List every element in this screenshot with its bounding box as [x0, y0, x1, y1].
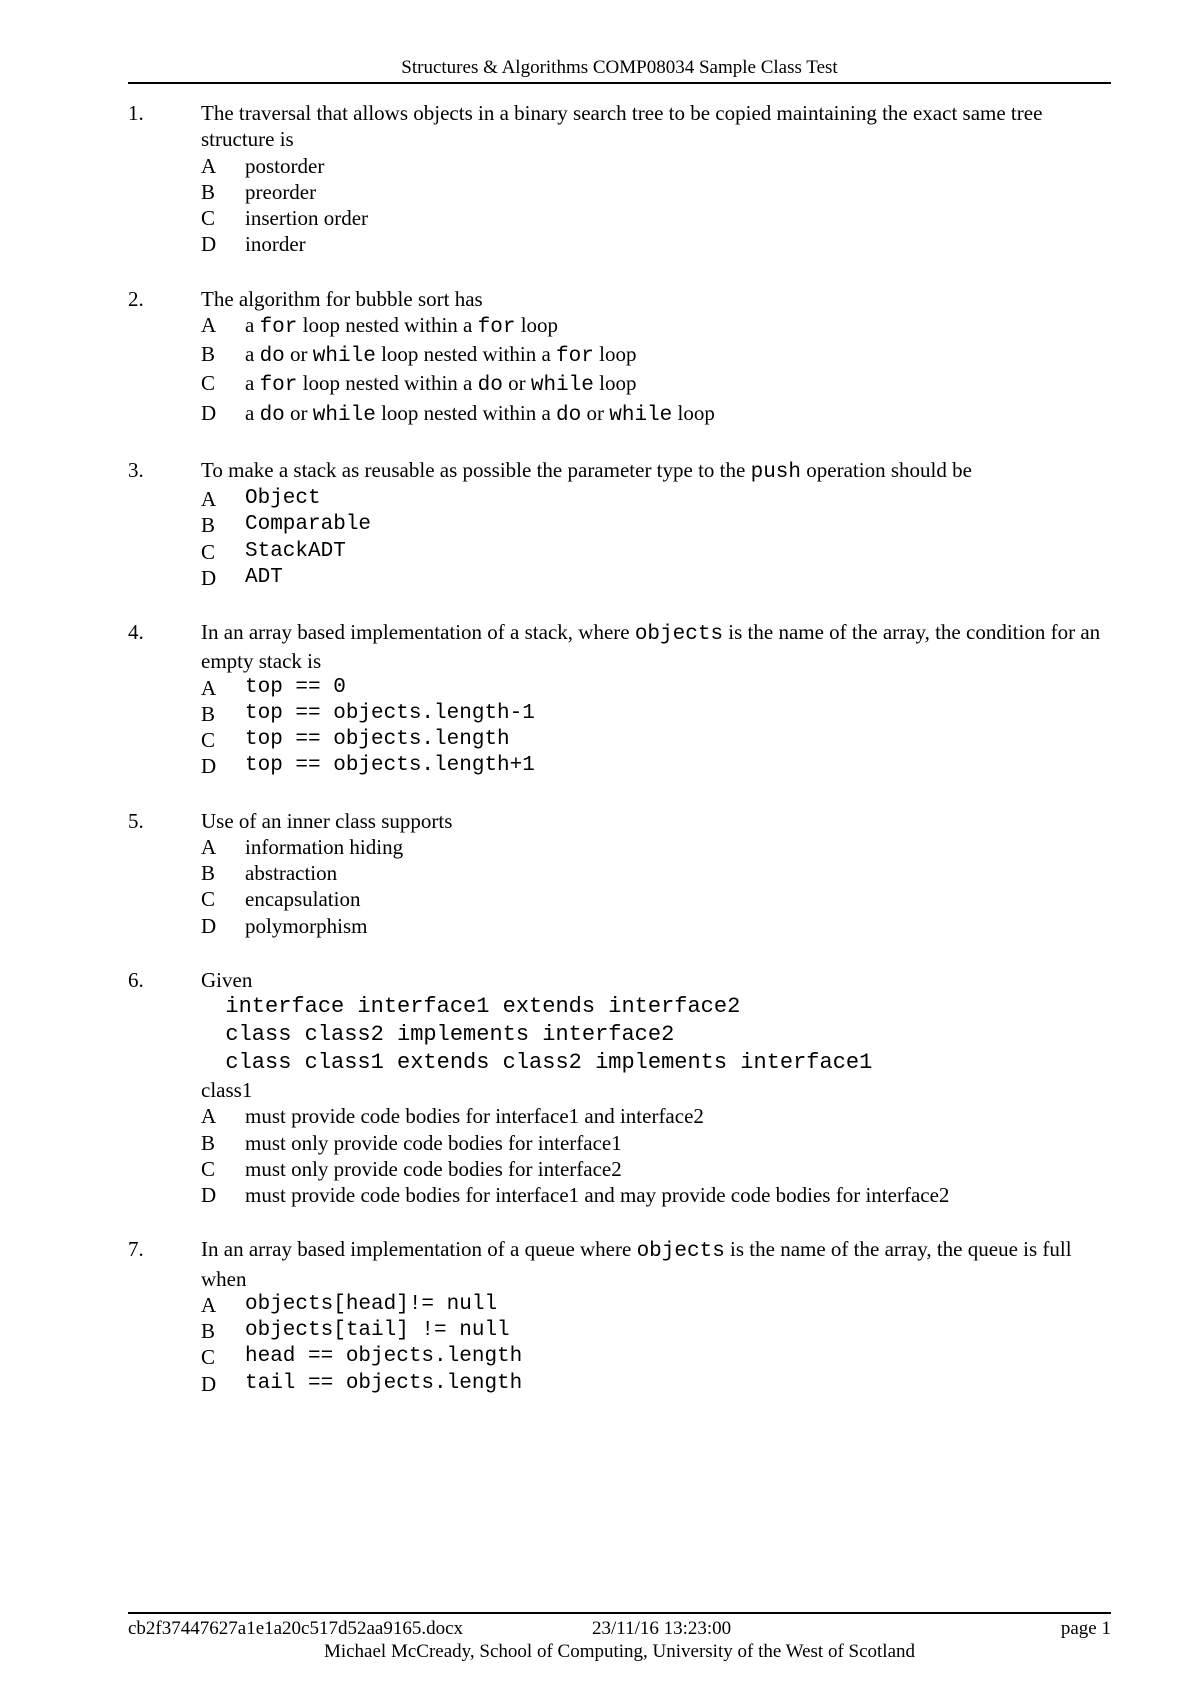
- option-letter: D: [201, 1371, 217, 1396]
- option-letter: B: [201, 342, 216, 366]
- option-letter: D: [201, 913, 217, 938]
- question-4: [128, 619, 1111, 780]
- option-b: [201, 1318, 1111, 1344]
- question-2: [128, 286, 1111, 429]
- option-code: Comparable: [245, 513, 372, 537]
- option-b: [201, 512, 1111, 538]
- option-text: must only provide code bodies for interface1: [245, 1130, 622, 1155]
- question-list: [128, 100, 1111, 1425]
- option-a: [201, 312, 1111, 341]
- option-a: [201, 1292, 1111, 1318]
- option-code: objects[head]!= null: [245, 1292, 498, 1316]
- option-letter: B: [201, 1319, 216, 1343]
- option-d: [201, 400, 1111, 429]
- footer-author: Michael McCready, School of Computing, University of the West of Scotland: [323, 1641, 916, 1662]
- option-text: a for loop nested within a do or while loop: [245, 371, 637, 398]
- code-line: class class2 implements interface2: [199, 1022, 675, 1047]
- option-c: [201, 727, 1111, 753]
- option-b: [201, 341, 1111, 370]
- option-b: [201, 860, 1111, 886]
- option-b: [201, 701, 1111, 727]
- question-number: 7.: [128, 1237, 144, 1262]
- question-text: Given: [201, 967, 253, 992]
- option-letter: A: [201, 834, 217, 859]
- question-1: [128, 100, 1111, 258]
- option-d: [201, 913, 1111, 939]
- option-text: preorder: [245, 179, 317, 204]
- option-letter: C: [201, 728, 216, 752]
- option-letter: D: [201, 565, 217, 590]
- option-letter: B: [201, 861, 216, 885]
- option-letter: C: [201, 539, 216, 564]
- option-letter: D: [201, 232, 217, 257]
- question-number: 2.: [128, 286, 144, 311]
- question-subject: class1: [201, 1078, 253, 1102]
- question-3: [128, 457, 1111, 591]
- footer-rule: [128, 1612, 1111, 1614]
- option-a: [201, 675, 1111, 701]
- option-c: [201, 1156, 1111, 1182]
- option-code: Object: [245, 487, 321, 510]
- option-letter: B: [201, 513, 216, 538]
- question-text: In an array based implementation of a queue where objects is the name of the array, the queue is full when: [201, 1237, 1072, 1291]
- option-text: a do or while loop nested within a for loop: [245, 342, 637, 368]
- option-d: [201, 231, 1111, 257]
- option-letter: C: [201, 887, 216, 912]
- option-c: [201, 205, 1111, 231]
- option-code: objects[tail] != null: [245, 1319, 510, 1342]
- question-number: 6.: [128, 967, 144, 992]
- option-c: [201, 1344, 1111, 1370]
- footer-datetime: 23/11/16 13:23:00: [592, 1618, 732, 1639]
- option-letter: A: [201, 487, 217, 511]
- option-a: [201, 153, 1111, 179]
- page-header-title: Structures & Algorithms COMP08034 Sample Class Test: [401, 57, 838, 78]
- option-text: must provide code bodies for interface1 and may provide code bodies for interface2: [245, 1183, 950, 1207]
- question-number: 1.: [128, 101, 144, 125]
- option-letter: D: [201, 400, 217, 425]
- option-text: encapsulation: [245, 887, 361, 912]
- option-letter: C: [201, 371, 216, 396]
- option-letter: C: [201, 1156, 216, 1181]
- option-text: inorder: [245, 232, 306, 257]
- question-5: [128, 808, 1111, 939]
- question-number: 4.: [128, 620, 144, 644]
- question-text: In an array based implementation of a stack, where objects is the name of the array, the condition for an empty stack is: [201, 620, 1101, 674]
- option-text: a for loop nested within a for loop: [245, 312, 559, 339]
- code-block: [199, 993, 1111, 1077]
- option-code: StackADT: [245, 539, 346, 563]
- option-letter: A: [201, 312, 217, 337]
- question-text: Use of an inner class supports: [201, 808, 453, 833]
- option-text: polymorphism: [245, 913, 368, 938]
- option-b: [201, 179, 1111, 205]
- footer-filename: cb2f37447627a1e1a20c517d52aa9165.docx: [128, 1618, 464, 1639]
- option-letter: A: [201, 675, 217, 700]
- option-d: [201, 565, 1111, 591]
- question-6: [128, 967, 1111, 1209]
- question-7: [128, 1236, 1111, 1397]
- header-rule: [128, 82, 1111, 84]
- question-text: To make a stack as reusable as possible the parameter type to the push operation should be: [201, 457, 972, 484]
- option-code: tail == objects.length: [245, 1371, 523, 1395]
- option-letter: C: [201, 1345, 216, 1370]
- code-line: class class1 extends class2 implements interface1: [199, 1050, 873, 1075]
- option-a: [201, 486, 1111, 512]
- option-a: [201, 1103, 1111, 1129]
- option-text: a do or while loop nested within a do or while loop: [245, 400, 715, 427]
- option-letter: B: [201, 701, 216, 726]
- option-code: top == objects.length-1: [245, 701, 535, 725]
- option-code: ADT: [245, 565, 283, 589]
- option-c: [201, 370, 1111, 399]
- question-number: 3.: [128, 457, 144, 482]
- option-code: top == objects.length: [245, 728, 510, 751]
- option-a: [201, 834, 1111, 860]
- option-b: [201, 1130, 1111, 1156]
- option-letter: A: [201, 153, 217, 178]
- option-letter: A: [201, 1104, 217, 1129]
- option-text: must provide code bodies for interface1 and interface2: [245, 1104, 704, 1129]
- option-c: [201, 539, 1111, 565]
- option-d: [201, 753, 1111, 779]
- option-code: top == 0: [245, 675, 346, 699]
- option-text: insertion order: [245, 206, 369, 230]
- question-number: 5.: [128, 808, 144, 833]
- footer-page-number: page 1: [1060, 1618, 1111, 1639]
- option-c: [201, 886, 1111, 912]
- option-code: top == objects.length+1: [245, 754, 535, 778]
- code-line: interface interface1 extends interface2: [199, 994, 741, 1019]
- option-d: [201, 1182, 1111, 1208]
- option-text: must only provide code bodies for interface2: [245, 1156, 622, 1181]
- option-text: postorder: [245, 153, 325, 178]
- option-letter: C: [201, 206, 216, 230]
- option-d: [201, 1371, 1111, 1397]
- option-text: abstraction: [245, 861, 338, 885]
- option-letter: A: [201, 1292, 217, 1317]
- option-letter: D: [201, 754, 217, 779]
- option-text: information hiding: [245, 834, 404, 859]
- option-letter: B: [201, 1130, 216, 1155]
- option-code: head == objects.length: [245, 1345, 523, 1369]
- question-text: The traversal that allows objects in a binary search tree to be copied maintaining the exact same tree structure is: [201, 101, 1043, 152]
- option-letter: D: [201, 1183, 217, 1207]
- option-letter: B: [201, 179, 216, 204]
- question-text: The algorithm for bubble sort has: [201, 286, 483, 311]
